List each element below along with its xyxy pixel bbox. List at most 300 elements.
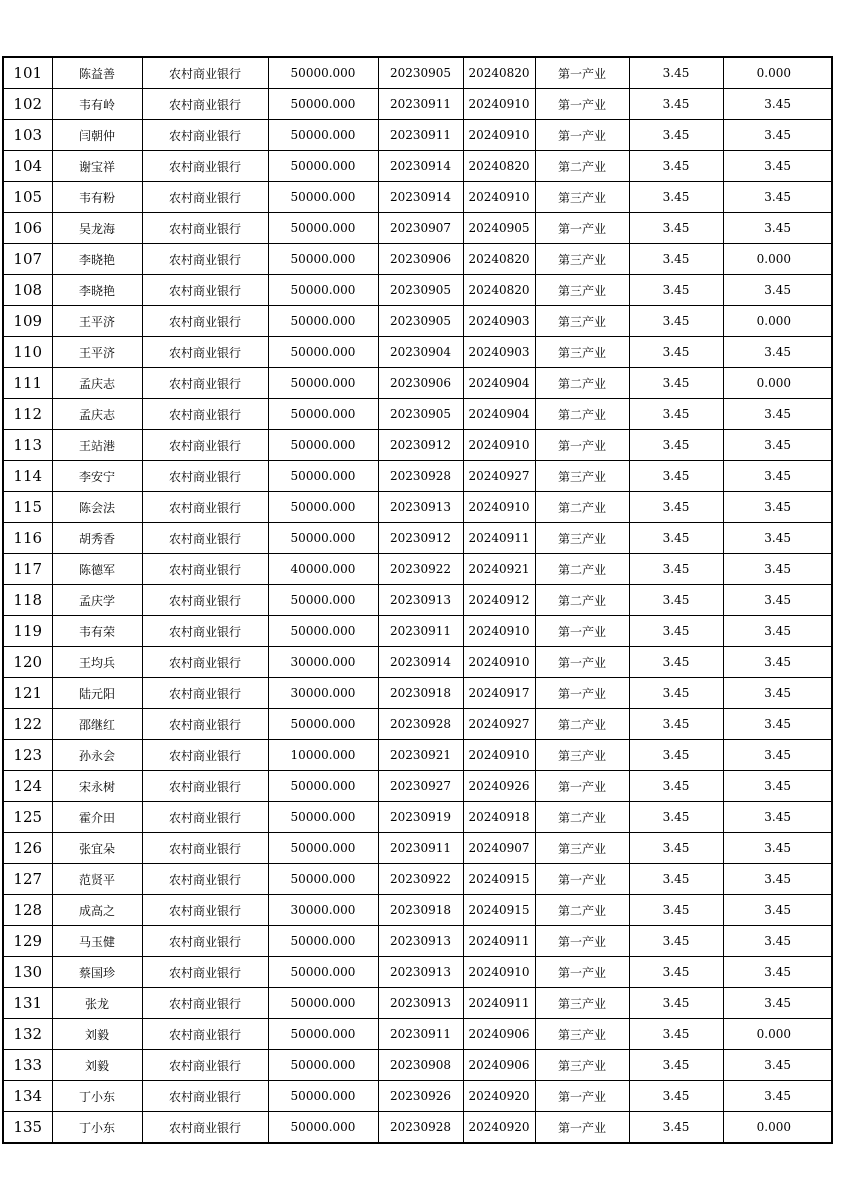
cell-name: 李安宁 [52, 461, 142, 492]
cell-amount: 30000.000 [268, 647, 378, 678]
cell-index: 124 [3, 771, 52, 802]
cell-index: 112 [3, 399, 52, 430]
cell-amount: 10000.000 [268, 740, 378, 771]
cell-end-date: 20240927 [463, 709, 535, 740]
cell-bank: 农村商业银行 [142, 89, 268, 120]
cell-bank: 农村商业银行 [142, 926, 268, 957]
cell-end-date: 20240904 [463, 368, 535, 399]
cell-index: 107 [3, 244, 52, 275]
cell-amount: 40000.000 [268, 554, 378, 585]
cell-bank: 农村商业银行 [142, 895, 268, 926]
table-row [3, 182, 832, 213]
cell-rate: 3.45 [629, 275, 723, 306]
cell-name: 马玉健 [52, 926, 142, 957]
cell-index: 101 [3, 57, 52, 89]
table-row [3, 771, 832, 802]
cell-bank: 农村商业银行 [142, 523, 268, 554]
cell-value: 3.45 [723, 337, 832, 368]
table-row [3, 802, 832, 833]
cell-end-date: 20240820 [463, 151, 535, 182]
cell-industry: 第二产业 [535, 895, 629, 926]
cell-industry: 第二产业 [535, 492, 629, 523]
cell-industry: 第一产业 [535, 616, 629, 647]
cell-value: 3.45 [723, 1081, 832, 1112]
cell-name: 孟庆学 [52, 585, 142, 616]
cell-amount: 50000.000 [268, 182, 378, 213]
cell-end-date: 20240918 [463, 802, 535, 833]
cell-value: 3.45 [723, 988, 832, 1019]
cell-industry: 第三产业 [535, 833, 629, 864]
cell-start-date: 20230905 [378, 399, 463, 430]
cell-index: 102 [3, 89, 52, 120]
cell-name: 韦有岭 [52, 89, 142, 120]
cell-rate: 3.45 [629, 213, 723, 244]
cell-end-date: 20240911 [463, 926, 535, 957]
table-row [3, 585, 832, 616]
cell-end-date: 20240921 [463, 554, 535, 585]
cell-amount: 50000.000 [268, 492, 378, 523]
table-row [3, 678, 832, 709]
cell-value: 3.45 [723, 492, 832, 523]
cell-end-date: 20240910 [463, 740, 535, 771]
table-row [3, 864, 832, 895]
cell-start-date: 20230913 [378, 492, 463, 523]
cell-bank: 农村商业银行 [142, 740, 268, 771]
table-row [3, 1050, 832, 1081]
cell-value: 3.45 [723, 461, 832, 492]
cell-index: 126 [3, 833, 52, 864]
cell-value: 3.45 [723, 957, 832, 988]
cell-bank: 农村商业银行 [142, 585, 268, 616]
cell-index: 121 [3, 678, 52, 709]
cell-index: 122 [3, 709, 52, 740]
cell-name: 王平济 [52, 337, 142, 368]
cell-start-date: 20230906 [378, 244, 463, 275]
cell-start-date: 20230921 [378, 740, 463, 771]
table-row [3, 616, 832, 647]
cell-rate: 3.45 [629, 337, 723, 368]
cell-value: 0.000 [723, 1112, 832, 1144]
cell-start-date: 20230926 [378, 1081, 463, 1112]
cell-rate: 3.45 [629, 957, 723, 988]
cell-rate: 3.45 [629, 399, 723, 430]
cell-amount: 50000.000 [268, 988, 378, 1019]
cell-end-date: 20240917 [463, 678, 535, 709]
table-row [3, 740, 832, 771]
cell-start-date: 20230905 [378, 57, 463, 89]
cell-industry: 第一产业 [535, 864, 629, 895]
cell-amount: 50000.000 [268, 616, 378, 647]
cell-name: 刘毅 [52, 1050, 142, 1081]
cell-rate: 3.45 [629, 709, 723, 740]
cell-amount: 50000.000 [268, 151, 378, 182]
cell-end-date: 20240903 [463, 306, 535, 337]
cell-index: 133 [3, 1050, 52, 1081]
cell-index: 105 [3, 182, 52, 213]
cell-name: 王平济 [52, 306, 142, 337]
cell-bank: 农村商业银行 [142, 864, 268, 895]
cell-industry: 第一产业 [535, 430, 629, 461]
cell-value: 3.45 [723, 585, 832, 616]
cell-index: 130 [3, 957, 52, 988]
cell-end-date: 20240912 [463, 585, 535, 616]
cell-rate: 3.45 [629, 523, 723, 554]
loan-table [2, 56, 833, 1144]
cell-name: 陈德军 [52, 554, 142, 585]
cell-bank: 农村商业银行 [142, 709, 268, 740]
cell-value: 3.45 [723, 616, 832, 647]
cell-index: 117 [3, 554, 52, 585]
cell-index: 132 [3, 1019, 52, 1050]
cell-value: 3.45 [723, 709, 832, 740]
cell-amount: 30000.000 [268, 678, 378, 709]
cell-start-date: 20230911 [378, 89, 463, 120]
cell-rate: 3.45 [629, 244, 723, 275]
cell-name: 陈会法 [52, 492, 142, 523]
cell-start-date: 20230912 [378, 523, 463, 554]
cell-end-date: 20240910 [463, 492, 535, 523]
cell-bank: 农村商业银行 [142, 833, 268, 864]
cell-industry: 第二产业 [535, 585, 629, 616]
table-row [3, 957, 832, 988]
cell-index: 127 [3, 864, 52, 895]
cell-amount: 50000.000 [268, 1019, 378, 1050]
cell-industry: 第三产业 [535, 337, 629, 368]
cell-bank: 农村商业银行 [142, 771, 268, 802]
cell-start-date: 20230911 [378, 833, 463, 864]
cell-bank: 农村商业银行 [142, 120, 268, 151]
cell-amount: 50000.000 [268, 57, 378, 89]
table-row [3, 337, 832, 368]
cell-rate: 3.45 [629, 585, 723, 616]
cell-start-date: 20230927 [378, 771, 463, 802]
cell-start-date: 20230918 [378, 895, 463, 926]
cell-industry: 第二产业 [535, 709, 629, 740]
cell-value: 3.45 [723, 554, 832, 585]
cell-start-date: 20230911 [378, 120, 463, 151]
cell-value: 3.45 [723, 89, 832, 120]
cell-start-date: 20230907 [378, 213, 463, 244]
table-row [3, 1112, 832, 1144]
cell-industry: 第三产业 [535, 1050, 629, 1081]
cell-name: 丁小东 [52, 1081, 142, 1112]
cell-end-date: 20240907 [463, 833, 535, 864]
cell-end-date: 20240915 [463, 864, 535, 895]
cell-end-date: 20240904 [463, 399, 535, 430]
cell-rate: 3.45 [629, 120, 723, 151]
cell-industry: 第三产业 [535, 244, 629, 275]
cell-name: 张龙 [52, 988, 142, 1019]
cell-index: 120 [3, 647, 52, 678]
cell-rate: 3.45 [629, 740, 723, 771]
cell-start-date: 20230912 [378, 430, 463, 461]
cell-value: 0.000 [723, 1019, 832, 1050]
cell-amount: 50000.000 [268, 1081, 378, 1112]
cell-bank: 农村商业银行 [142, 151, 268, 182]
cell-industry: 第一产业 [535, 1112, 629, 1144]
cell-name: 韦有荣 [52, 616, 142, 647]
cell-amount: 50000.000 [268, 957, 378, 988]
cell-index: 123 [3, 740, 52, 771]
cell-bank: 农村商业银行 [142, 337, 268, 368]
cell-name: 陈益善 [52, 57, 142, 89]
cell-bank: 农村商业银行 [142, 1019, 268, 1050]
cell-name: 范贤平 [52, 864, 142, 895]
cell-index: 110 [3, 337, 52, 368]
cell-amount: 50000.000 [268, 430, 378, 461]
cell-industry: 第二产业 [535, 399, 629, 430]
cell-index: 114 [3, 461, 52, 492]
cell-industry: 第三产业 [535, 523, 629, 554]
cell-bank: 农村商业银行 [142, 244, 268, 275]
cell-end-date: 20240910 [463, 957, 535, 988]
cell-amount: 50000.000 [268, 244, 378, 275]
cell-start-date: 20230911 [378, 616, 463, 647]
cell-amount: 50000.000 [268, 771, 378, 802]
table-row [3, 895, 832, 926]
cell-end-date: 20240905 [463, 213, 535, 244]
cell-bank: 农村商业银行 [142, 213, 268, 244]
cell-rate: 3.45 [629, 1019, 723, 1050]
cell-amount: 50000.000 [268, 864, 378, 895]
table-row [3, 988, 832, 1019]
cell-bank: 农村商业银行 [142, 988, 268, 1019]
table-row [3, 554, 832, 585]
cell-value: 3.45 [723, 864, 832, 895]
cell-bank: 农村商业银行 [142, 678, 268, 709]
cell-name: 胡秀香 [52, 523, 142, 554]
cell-start-date: 20230928 [378, 709, 463, 740]
cell-end-date: 20240906 [463, 1019, 535, 1050]
cell-index: 119 [3, 616, 52, 647]
cell-name: 宋永树 [52, 771, 142, 802]
cell-amount: 50000.000 [268, 337, 378, 368]
table-row [3, 1019, 832, 1050]
cell-end-date: 20240910 [463, 430, 535, 461]
cell-name: 孟庆志 [52, 368, 142, 399]
cell-industry: 第一产业 [535, 1081, 629, 1112]
cell-start-date: 20230905 [378, 275, 463, 306]
cell-value: 3.45 [723, 399, 832, 430]
cell-end-date: 20240910 [463, 182, 535, 213]
cell-bank: 农村商业银行 [142, 492, 268, 523]
cell-index: 118 [3, 585, 52, 616]
cell-end-date: 20240910 [463, 120, 535, 151]
table-row [3, 430, 832, 461]
table-row [3, 523, 832, 554]
cell-start-date: 20230908 [378, 1050, 463, 1081]
cell-amount: 50000.000 [268, 120, 378, 151]
cell-rate: 3.45 [629, 461, 723, 492]
cell-start-date: 20230928 [378, 461, 463, 492]
cell-bank: 农村商业银行 [142, 1081, 268, 1112]
cell-value: 3.45 [723, 523, 832, 554]
cell-start-date: 20230919 [378, 802, 463, 833]
cell-value: 0.000 [723, 306, 832, 337]
cell-name: 吴龙海 [52, 213, 142, 244]
cell-name: 李晓艳 [52, 275, 142, 306]
cell-name: 张宜朵 [52, 833, 142, 864]
cell-amount: 50000.000 [268, 399, 378, 430]
cell-end-date: 20240911 [463, 988, 535, 1019]
table-row [3, 647, 832, 678]
table-row [3, 709, 832, 740]
cell-index: 116 [3, 523, 52, 554]
cell-end-date: 20240910 [463, 89, 535, 120]
cell-bank: 农村商业银行 [142, 57, 268, 89]
cell-bank: 农村商业银行 [142, 554, 268, 585]
cell-rate: 3.45 [629, 554, 723, 585]
cell-index: 111 [3, 368, 52, 399]
cell-index: 103 [3, 120, 52, 151]
cell-value: 3.45 [723, 740, 832, 771]
cell-value: 3.45 [723, 833, 832, 864]
cell-industry: 第二产业 [535, 554, 629, 585]
cell-bank: 农村商业银行 [142, 802, 268, 833]
table-row [3, 213, 832, 244]
cell-index: 109 [3, 306, 52, 337]
table-row [3, 399, 832, 430]
cell-rate: 3.45 [629, 182, 723, 213]
table-row [3, 57, 832, 89]
cell-start-date: 20230922 [378, 554, 463, 585]
table-row [3, 275, 832, 306]
cell-end-date: 20240911 [463, 523, 535, 554]
cell-rate: 3.45 [629, 1081, 723, 1112]
cell-rate: 3.45 [629, 678, 723, 709]
cell-amount: 30000.000 [268, 895, 378, 926]
table-row [3, 1081, 832, 1112]
cell-rate: 3.45 [629, 771, 723, 802]
cell-start-date: 20230913 [378, 585, 463, 616]
cell-end-date: 20240910 [463, 616, 535, 647]
cell-rate: 3.45 [629, 1050, 723, 1081]
cell-name: 邵继红 [52, 709, 142, 740]
cell-rate: 3.45 [629, 1112, 723, 1144]
cell-end-date: 20240910 [463, 647, 535, 678]
cell-rate: 3.45 [629, 926, 723, 957]
cell-industry: 第三产业 [535, 740, 629, 771]
cell-bank: 农村商业银行 [142, 430, 268, 461]
cell-value: 3.45 [723, 182, 832, 213]
cell-value: 3.45 [723, 1050, 832, 1081]
table-row [3, 244, 832, 275]
cell-end-date: 20240903 [463, 337, 535, 368]
cell-industry: 第一产业 [535, 57, 629, 89]
cell-name: 王站港 [52, 430, 142, 461]
cell-bank: 农村商业银行 [142, 1112, 268, 1144]
cell-index: 128 [3, 895, 52, 926]
cell-value: 0.000 [723, 244, 832, 275]
cell-industry: 第一产业 [535, 120, 629, 151]
cell-value: 3.45 [723, 895, 832, 926]
cell-end-date: 20240906 [463, 1050, 535, 1081]
cell-start-date: 20230904 [378, 337, 463, 368]
cell-industry: 第一产业 [535, 647, 629, 678]
cell-bank: 农村商业银行 [142, 616, 268, 647]
cell-name: 孟庆志 [52, 399, 142, 430]
cell-amount: 50000.000 [268, 1112, 378, 1144]
table-row [3, 151, 832, 182]
cell-index: 131 [3, 988, 52, 1019]
cell-industry: 第三产业 [535, 461, 629, 492]
cell-name: 谢宝祥 [52, 151, 142, 182]
cell-index: 104 [3, 151, 52, 182]
cell-end-date: 20240820 [463, 57, 535, 89]
cell-industry: 第三产业 [535, 275, 629, 306]
cell-start-date: 20230911 [378, 1019, 463, 1050]
cell-bank: 农村商业银行 [142, 275, 268, 306]
cell-name: 成高之 [52, 895, 142, 926]
cell-amount: 50000.000 [268, 926, 378, 957]
cell-start-date: 20230913 [378, 926, 463, 957]
cell-rate: 3.45 [629, 616, 723, 647]
cell-index: 106 [3, 213, 52, 244]
cell-bank: 农村商业银行 [142, 957, 268, 988]
cell-start-date: 20230913 [378, 988, 463, 1019]
cell-name: 丁小东 [52, 1112, 142, 1144]
cell-name: 孙永会 [52, 740, 142, 771]
cell-amount: 50000.000 [268, 585, 378, 616]
cell-industry: 第三产业 [535, 988, 629, 1019]
cell-rate: 3.45 [629, 895, 723, 926]
cell-amount: 50000.000 [268, 213, 378, 244]
table-row [3, 120, 832, 151]
cell-name: 李晓艳 [52, 244, 142, 275]
cell-index: 129 [3, 926, 52, 957]
cell-industry: 第一产业 [535, 957, 629, 988]
cell-index: 115 [3, 492, 52, 523]
cell-bank: 农村商业银行 [142, 368, 268, 399]
cell-rate: 3.45 [629, 430, 723, 461]
cell-end-date: 20240927 [463, 461, 535, 492]
table-row [3, 926, 832, 957]
cell-rate: 3.45 [629, 492, 723, 523]
cell-bank: 农村商业银行 [142, 647, 268, 678]
cell-start-date: 20230905 [378, 306, 463, 337]
cell-name: 刘毅 [52, 1019, 142, 1050]
cell-name: 韦有粉 [52, 182, 142, 213]
cell-amount: 50000.000 [268, 306, 378, 337]
cell-end-date: 20240915 [463, 895, 535, 926]
cell-bank: 农村商业银行 [142, 399, 268, 430]
cell-start-date: 20230913 [378, 957, 463, 988]
cell-rate: 3.45 [629, 864, 723, 895]
cell-amount: 50000.000 [268, 275, 378, 306]
cell-rate: 3.45 [629, 306, 723, 337]
cell-industry: 第二产业 [535, 368, 629, 399]
cell-amount: 50000.000 [268, 802, 378, 833]
cell-rate: 3.45 [629, 57, 723, 89]
cell-rate: 3.45 [629, 647, 723, 678]
cell-amount: 50000.000 [268, 523, 378, 554]
cell-amount: 50000.000 [268, 833, 378, 864]
cell-start-date: 20230914 [378, 182, 463, 213]
cell-end-date: 20240920 [463, 1112, 535, 1144]
cell-index: 113 [3, 430, 52, 461]
cell-value: 3.45 [723, 120, 832, 151]
table-row [3, 833, 832, 864]
cell-value: 3.45 [723, 678, 832, 709]
table-row [3, 306, 832, 337]
cell-rate: 3.45 [629, 988, 723, 1019]
cell-industry: 第一产业 [535, 771, 629, 802]
cell-value: 3.45 [723, 771, 832, 802]
cell-industry: 第三产业 [535, 306, 629, 337]
cell-name: 王均兵 [52, 647, 142, 678]
cell-start-date: 20230906 [378, 368, 463, 399]
cell-bank: 农村商业银行 [142, 182, 268, 213]
